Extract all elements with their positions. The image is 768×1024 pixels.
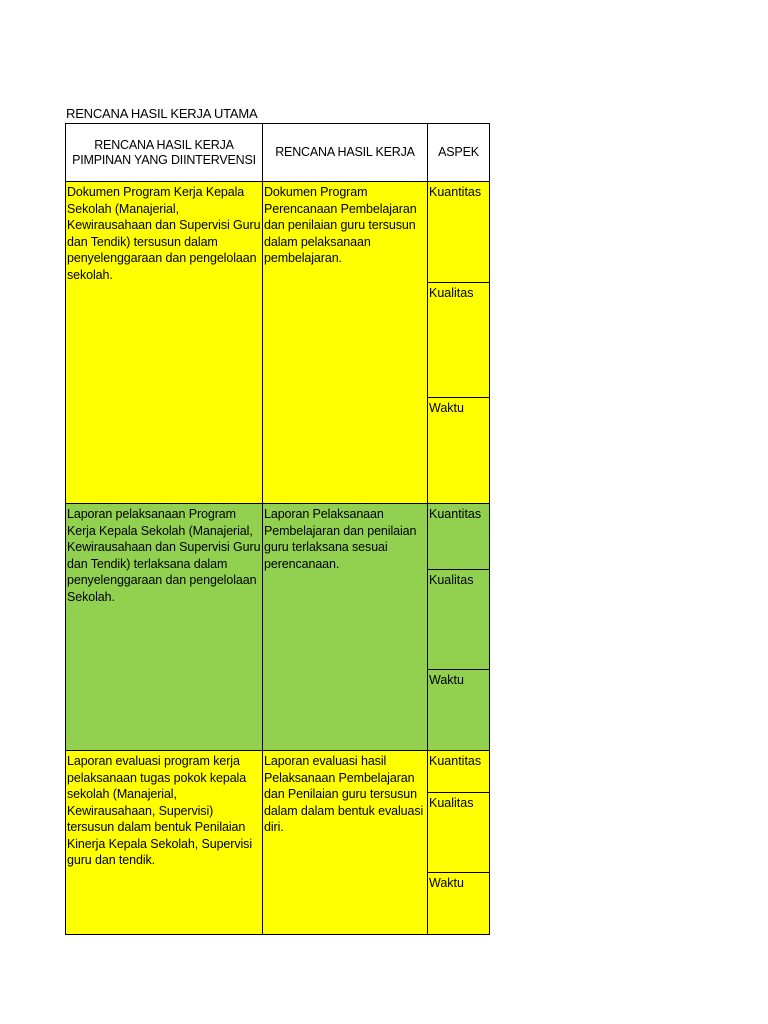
row-2-aspek-kualitas: Kualitas bbox=[428, 569, 489, 669]
header-aspek bbox=[428, 124, 489, 181]
row-2-rhk-pimpinan: Laporan pelaksanaan Program Kerja Kepala Sekolah (Manajerial, Kewirausahaan dan Supervisi Guru dan Tendik) terlaksana dalam penyelenggaraan dan pengelolaan Sekolah. bbox=[66, 503, 263, 750]
row-2-rhk: Laporan Pelaksanaan Pembelajaran dan penilaian guru terlaksana sesuai perencanaan. bbox=[263, 503, 428, 750]
row-2-aspek-kuantitas: Kuantitas bbox=[428, 503, 489, 569]
rencana-hasil-kerja-table bbox=[65, 123, 490, 935]
row-3-aspek-kualitas: Kualitas bbox=[428, 792, 489, 872]
row-1-rhk-pimpinan: Dokumen Program Kerja Kepala Sekolah (Manajerial, Kewirausahaan dan Supervisi Guru dan Tendik) tersusun dalam penyelenggaraan dan pengelolaan sekolah. bbox=[66, 181, 263, 503]
row-2-aspek-waktu: Waktu bbox=[428, 669, 489, 750]
header-aspek-label: ASPEK bbox=[438, 145, 479, 159]
row-1-aspek-kualitas: Kualitas bbox=[428, 282, 489, 397]
row-1-aspek-kuantitas: Kuantitas bbox=[428, 181, 489, 282]
row-1-aspek-waktu: Waktu bbox=[428, 397, 489, 503]
row-3-aspek-waktu: Waktu bbox=[428, 872, 489, 934]
header-rhk-label: RENCANA HASIL KERJA bbox=[275, 145, 415, 159]
row-3-rhk-pimpinan: Laporan evaluasi program kerja pelaksanaan tugas pokok kepala sekolah (Manajerial, Kewirausahaan, Supervisi) tersusun dalam bentuk Penilaian Kinerja Kepala Sekolah, Supervisi guru dan tendik. bbox=[66, 750, 263, 934]
page-title: RENCANA HASIL KERJA UTAMA bbox=[66, 106, 258, 121]
row-1-rhk: Dokumen Program Perencanaan Pembelajaran dan penilaian guru tersusun dalam pelaksanaan pembelajaran. bbox=[263, 181, 428, 503]
row-3-rhk: Laporan evaluasi hasil Pelaksanaan Pembelajaran dan Penilaian guru tersusun dalam dalam bentuk evaluasi diri. bbox=[263, 750, 428, 934]
header-rhk-pimpinan-label: RENCANA HASIL KERJA PIMPINAN YANG DIINTERVENSI bbox=[72, 137, 256, 167]
row-3-aspek-kuantitas: Kuantitas bbox=[428, 750, 489, 792]
header-rhk-pimpinan bbox=[66, 124, 263, 181]
header-rhk bbox=[263, 124, 428, 181]
